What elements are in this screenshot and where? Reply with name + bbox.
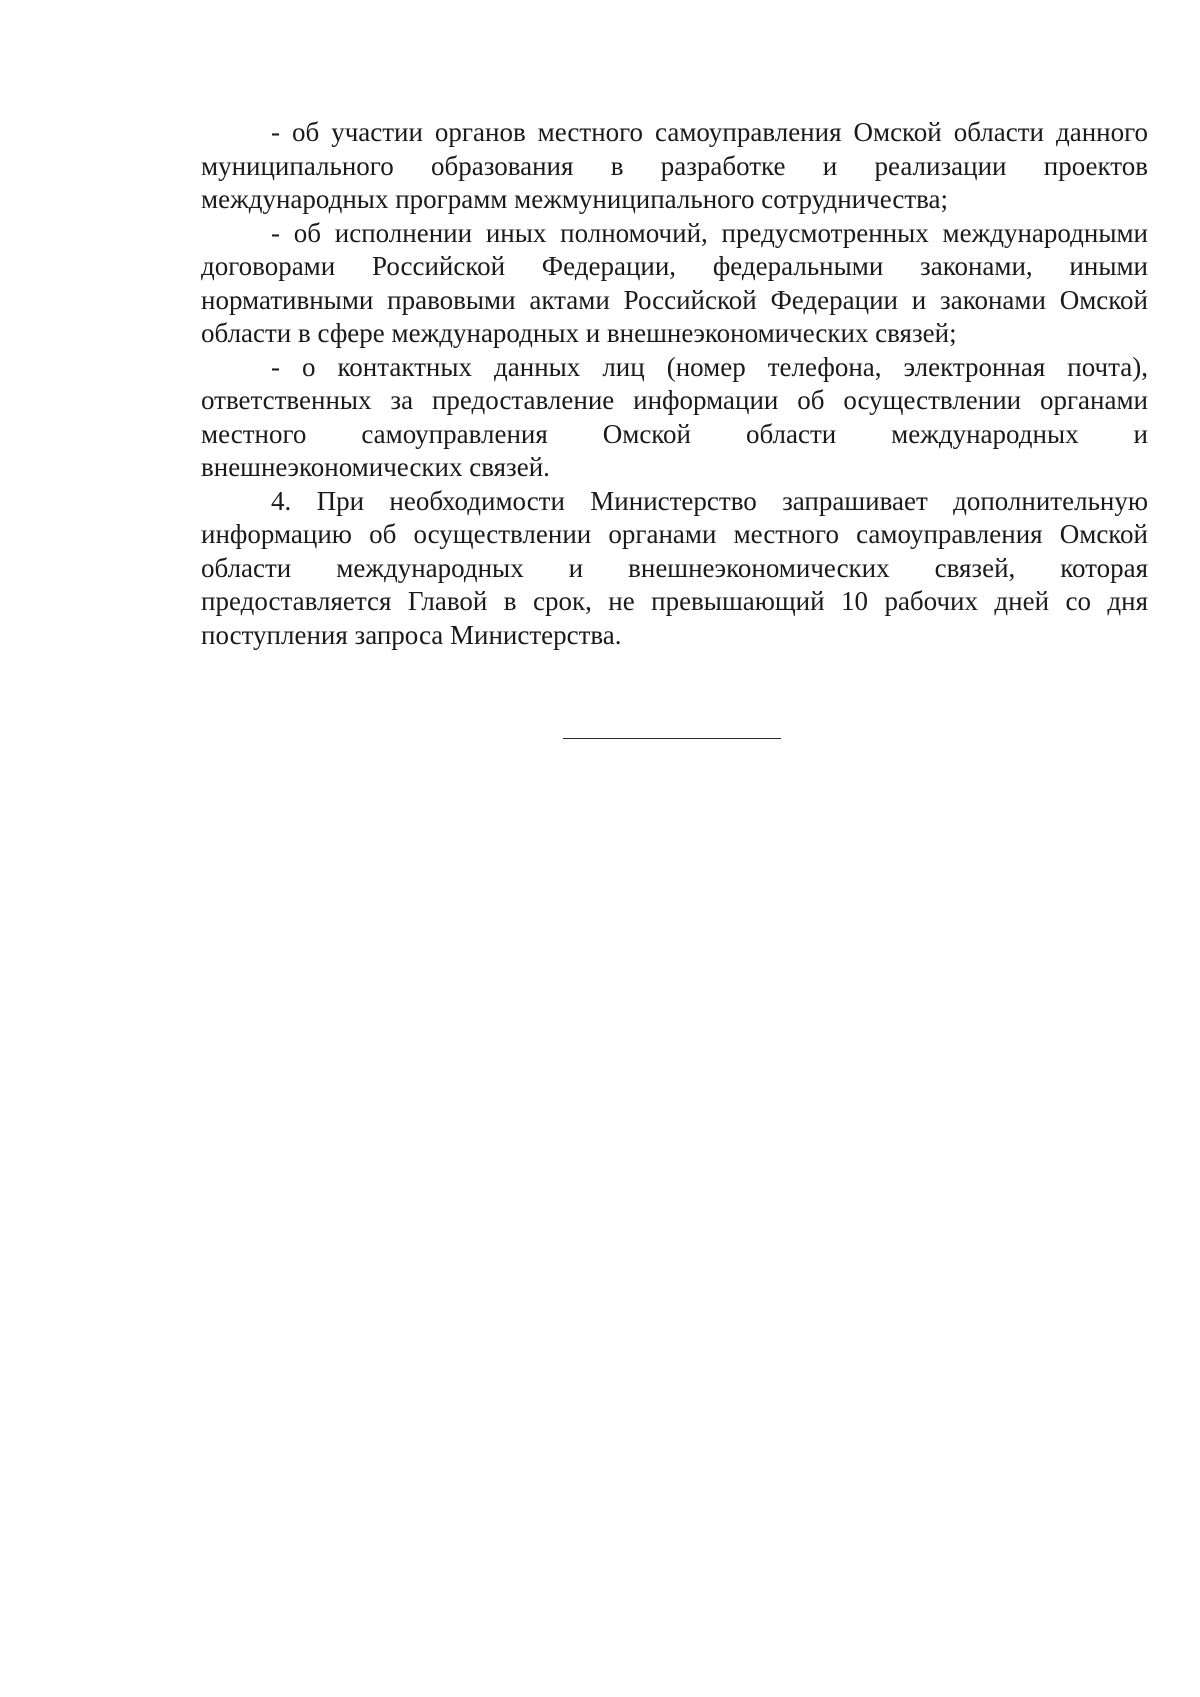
paragraph-participation-projects: - об участии органов местного самоуправления Омской области данного муниципального образования в разработке и реализации проектов международных программ межмуниципального сотрудничества; bbox=[201, 117, 1148, 214]
paragraph-other-powers: - об исполнении иных полномочий, предусмотренных международными договорами Российской Федерации, федеральными законами, иными нормативными правовыми актами Российской Федерации и законами Омской области в сфере международных и внешнеэкономических связей; bbox=[201, 217, 1148, 348]
paragraph-contact-details: - о контактных данных лиц (номер телефона, электронная почта), ответственных за предоставление информации об осуществлении органами местного самоуправления Омской области международных и внешнеэкономических связей. bbox=[201, 351, 1148, 482]
paragraph-additional-information: 4. При необходимости Министерство запрашивает дополнительную информацию об осуществлении органами местного самоуправления Омской области международных и внешнеэкономических связей, которая предоставляется Главой в срок, не превышающий 10 рабочих дней со дня поступления запроса Министерства. bbox=[201, 485, 1148, 650]
document-body bbox=[201, 116, 1148, 652]
end-separator-line bbox=[563, 738, 781, 739]
